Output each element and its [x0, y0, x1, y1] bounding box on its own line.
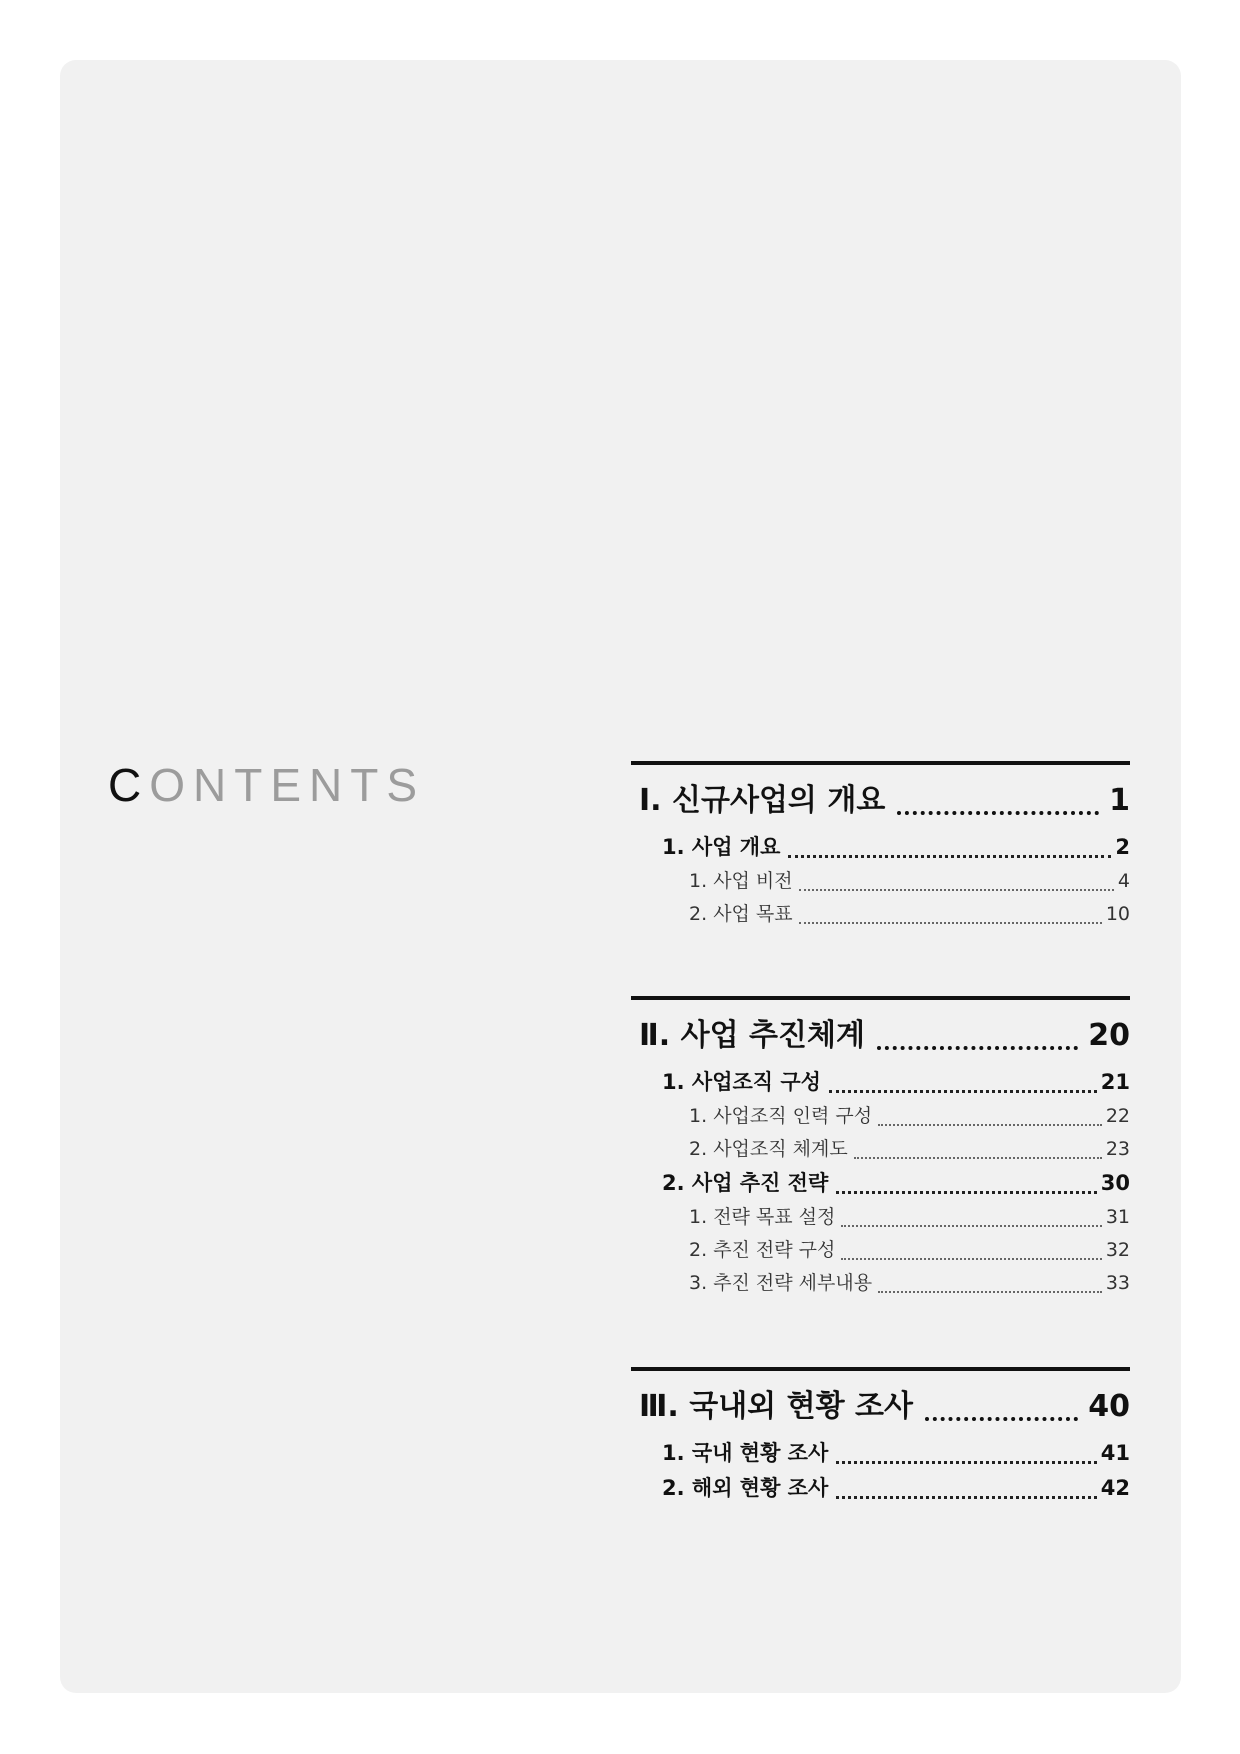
- dot-leader: [878, 1124, 1102, 1126]
- contents-heading-first-letter: C: [108, 759, 150, 811]
- toc-page-number: 40: [1088, 1389, 1130, 1424]
- toc-item-1-1[interactable]: [631, 831, 1130, 866]
- toc-subitem-1-1-2[interactable]: [631, 899, 1130, 932]
- toc-item-label: 1. 사업조직 구성: [662, 1070, 821, 1094]
- dot-leader: [877, 1046, 1078, 1050]
- toc-chapter-3[interactable]: [631, 1381, 1130, 1431]
- toc-page-number: 21: [1100, 1070, 1130, 1094]
- dot-leader: [854, 1157, 1102, 1159]
- section-rule: [631, 761, 1130, 765]
- toc-page-number: 30: [1100, 1171, 1130, 1195]
- contents-heading-rest: ONTENTS: [149, 759, 426, 811]
- toc-subitem-2-2-2[interactable]: [631, 1235, 1130, 1268]
- toc-subitem-label: 1. 사업조직 인력 구성: [689, 1105, 873, 1127]
- toc-chapter-2[interactable]: [631, 1010, 1130, 1060]
- toc-page-number: 20: [1088, 1018, 1130, 1053]
- toc-page-number: 4: [1117, 870, 1130, 892]
- toc-section-2: [631, 996, 1130, 1301]
- toc-chapter-label: Ⅱ. 사업 추진체계: [639, 1018, 865, 1053]
- toc-page-number: 42: [1100, 1476, 1130, 1500]
- toc-page-number: 23: [1105, 1138, 1130, 1160]
- dot-leader: [788, 855, 1111, 858]
- dot-leader: [836, 1191, 1097, 1194]
- toc-page-number: 1: [1109, 783, 1130, 818]
- toc-item-label: 2. 해외 현황 조사: [662, 1476, 829, 1500]
- dot-leader: [841, 1225, 1101, 1227]
- toc-subitem-label: 3. 추진 전략 세부내용: [689, 1272, 873, 1294]
- dot-leader: [836, 1461, 1097, 1464]
- toc-subitem-label: 2. 추진 전략 구성: [689, 1239, 836, 1261]
- toc-subitem-1-1-1[interactable]: [631, 866, 1130, 899]
- toc-section-3: [631, 1367, 1130, 1507]
- section-rule: [631, 996, 1130, 1000]
- toc-item-2-1[interactable]: [631, 1066, 1130, 1101]
- toc-page-number: 31: [1105, 1206, 1130, 1228]
- toc-page-number: 33: [1105, 1272, 1130, 1294]
- toc-subitem-label: 2. 사업조직 체계도: [689, 1138, 848, 1160]
- dot-leader: [829, 1090, 1097, 1093]
- dot-leader: [925, 1417, 1078, 1421]
- dot-leader: [836, 1496, 1097, 1499]
- toc-chapter-label: Ⅲ. 국내외 현황 조사: [639, 1389, 913, 1424]
- toc-subitem-label: 1. 전략 목표 설정: [689, 1206, 836, 1228]
- toc-subitem-2-2-3[interactable]: [631, 1268, 1130, 1301]
- dot-leader: [799, 922, 1102, 924]
- toc-page-number: 22: [1105, 1105, 1130, 1127]
- toc-item-label: 2. 사업 추진 전략: [662, 1171, 829, 1195]
- toc-subitem-label: 1. 사업 비전: [689, 870, 793, 892]
- contents-heading: [108, 758, 425, 812]
- dot-leader: [799, 889, 1114, 891]
- dot-leader: [878, 1291, 1102, 1293]
- toc-page-number: 41: [1100, 1441, 1130, 1465]
- toc-subitem-2-1-1[interactable]: [631, 1101, 1130, 1134]
- toc-chapter-1[interactable]: [631, 775, 1130, 825]
- toc-page-number: 32: [1105, 1239, 1130, 1261]
- toc-section-1: [631, 761, 1130, 932]
- toc-subitem-2-1-2[interactable]: [631, 1134, 1130, 1167]
- section-rule: [631, 1367, 1130, 1371]
- dot-leader: [841, 1258, 1101, 1260]
- toc-item-label: 1. 국내 현황 조사: [662, 1441, 829, 1465]
- toc-page-number: 10: [1105, 903, 1130, 925]
- toc-item-label: 1. 사업 개요: [662, 835, 781, 859]
- toc-item-3-2[interactable]: [631, 1472, 1130, 1507]
- toc-subitem-2-2-1[interactable]: [631, 1202, 1130, 1235]
- toc-item-3-1[interactable]: [631, 1437, 1130, 1472]
- dot-leader: [897, 811, 1099, 815]
- toc-page-number: 2: [1115, 835, 1130, 859]
- toc-chapter-label: Ⅰ. 신규사업의 개요: [639, 783, 886, 818]
- toc-item-2-2[interactable]: [631, 1167, 1130, 1202]
- toc-subitem-label: 2. 사업 목표: [689, 903, 793, 925]
